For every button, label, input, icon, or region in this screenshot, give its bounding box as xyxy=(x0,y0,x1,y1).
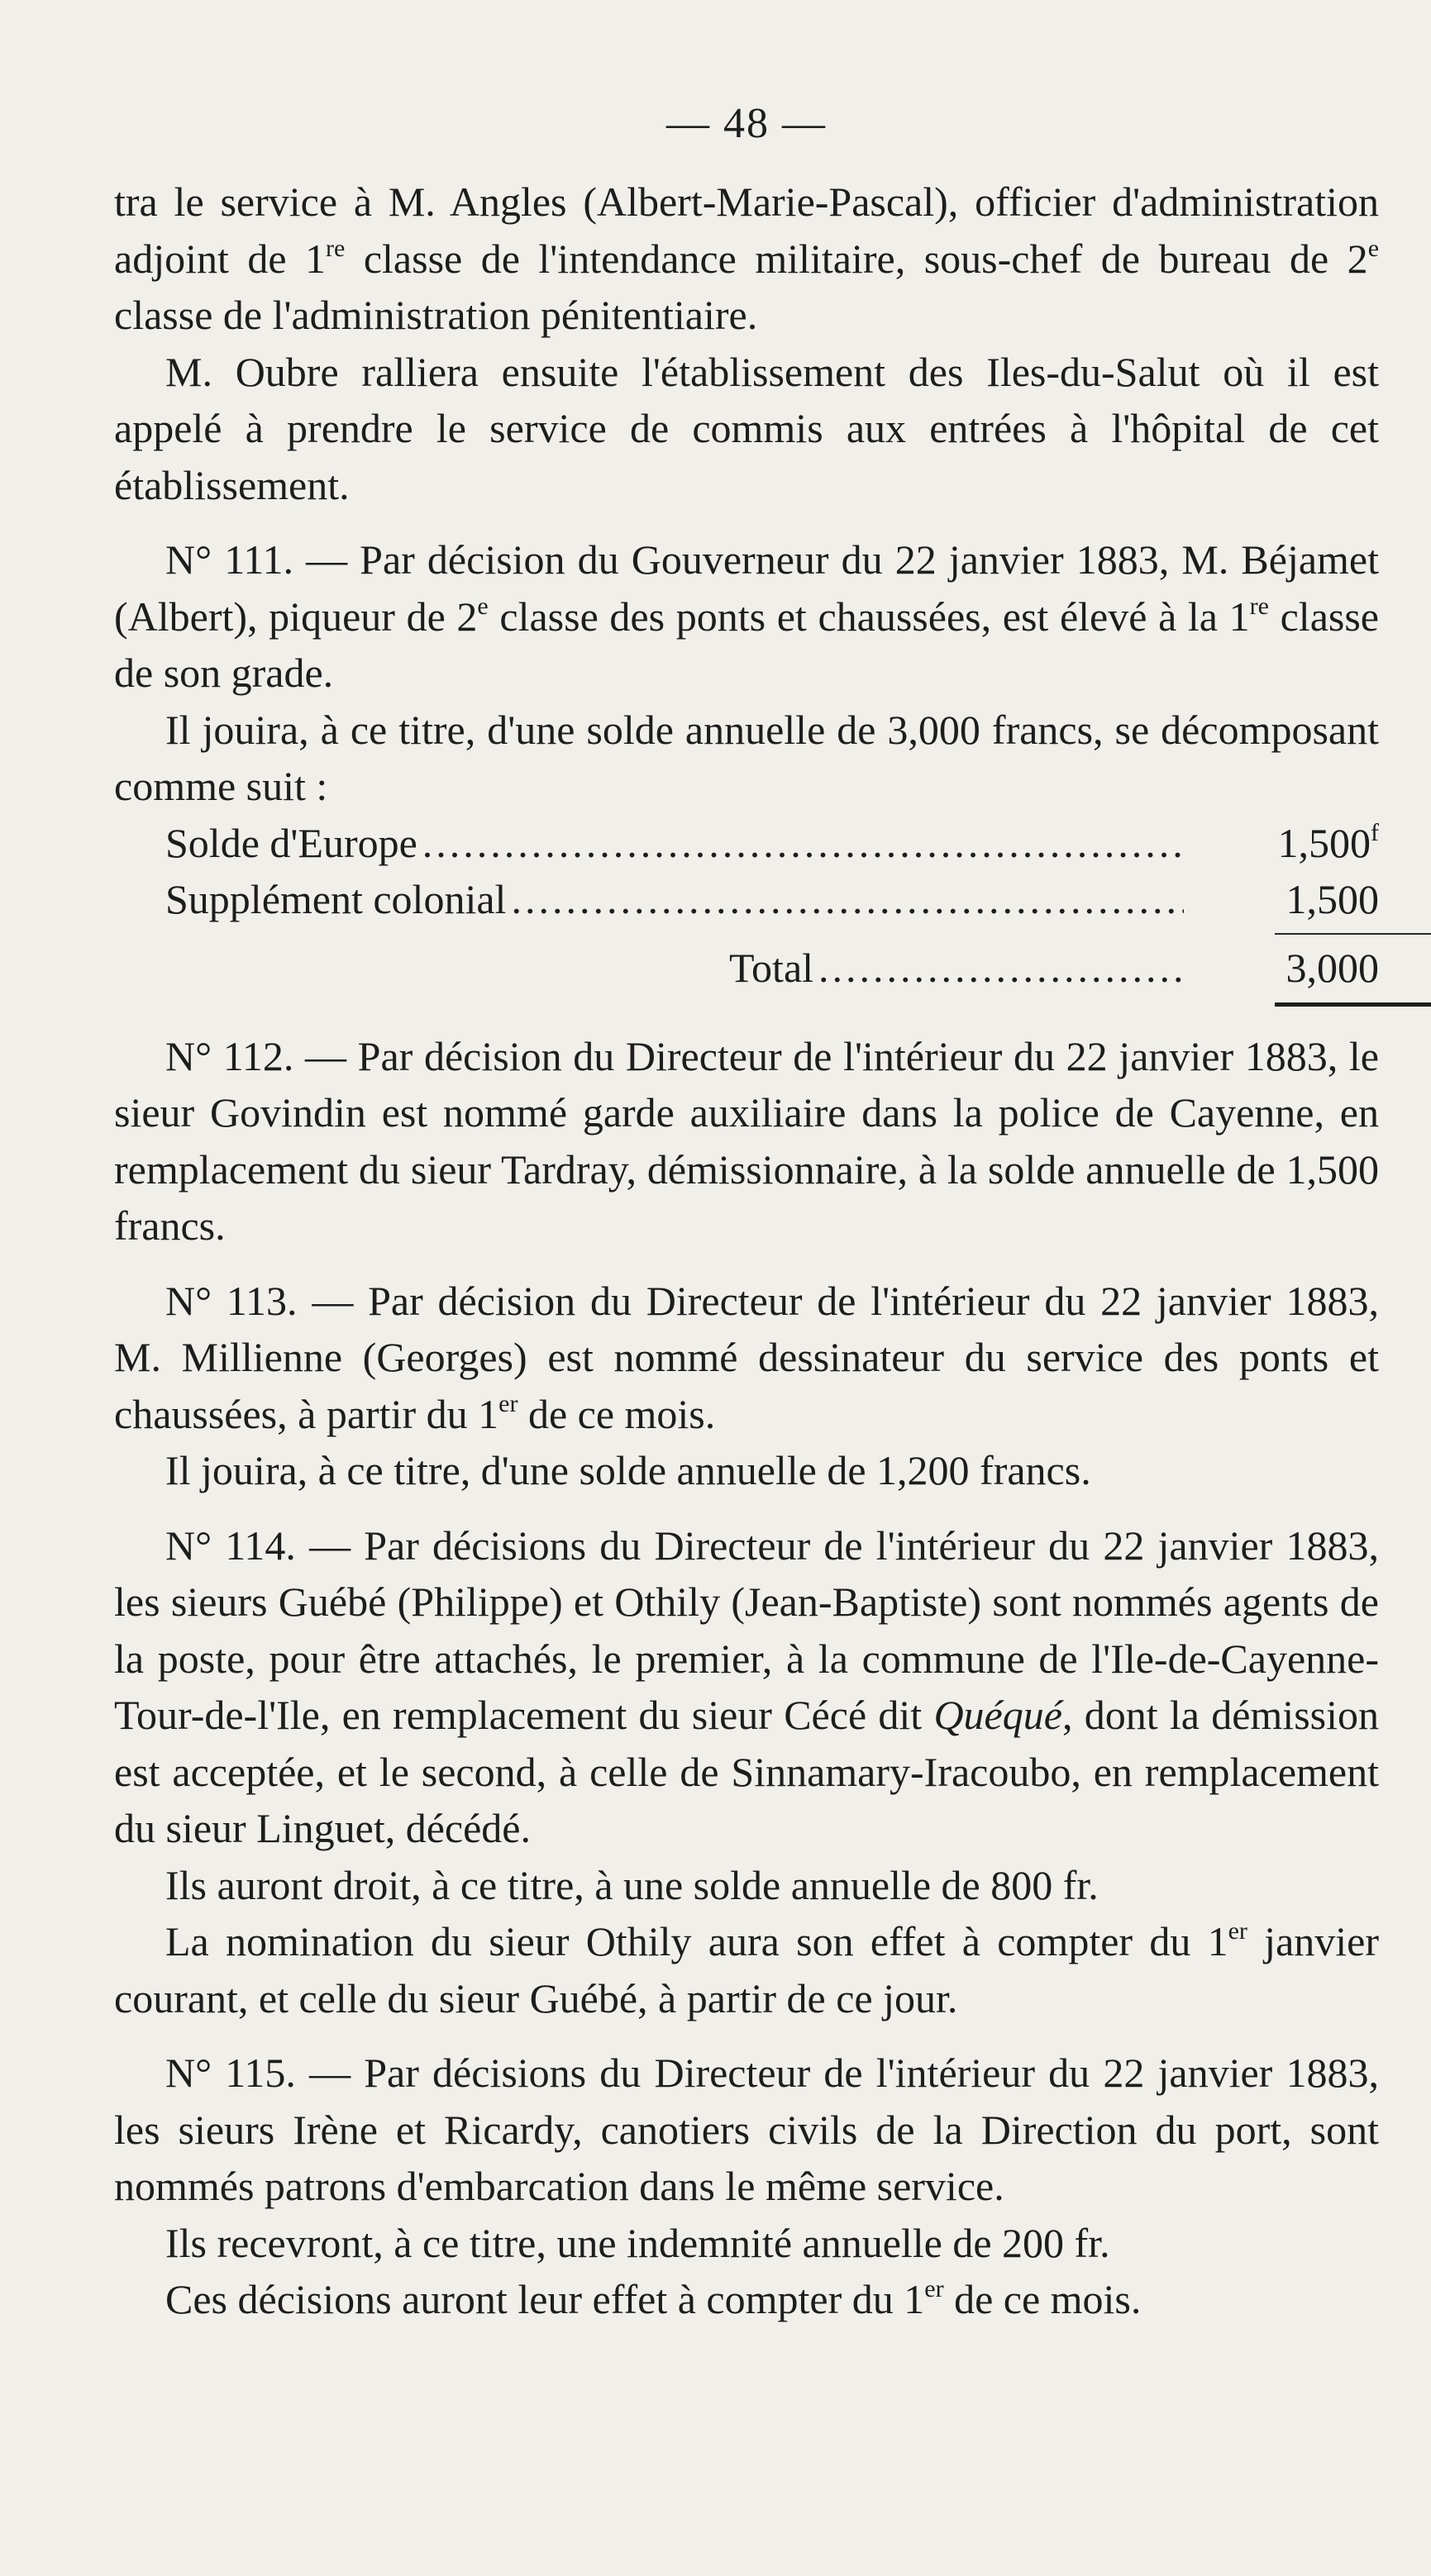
decision-114-salary: Ils auront droit, à ce titre, à une solde annuelle de 800 fr. xyxy=(165,1861,1099,1908)
leader-dots xyxy=(511,871,1184,928)
ledger-label: Supplément colonial xyxy=(165,876,507,922)
ledger-label: Solde d'Europe xyxy=(165,819,417,866)
ledger-value: 1,500$^f$ xyxy=(1277,818,1379,866)
total-double-rule xyxy=(1275,1002,1431,1007)
decision-111: N° 111. — Par décision du Gouverneur du 22 janvier 1883, M. Béjamet (Albert), piqueur de 2e classe des ponts et chaussées, est élevé à la 1re classe de son grade. xyxy=(114,536,1380,696)
decision-115-indemnity: Ils recevront, à ce titre, une indemnité annuelle de 200 fr. xyxy=(165,2219,1110,2266)
ledger-row-europe xyxy=(114,815,1379,872)
intro-paragraph: tra le service à M. Angles (Albert-Marie-Pascal), officier d'administration adjoint de 1re classe de l'intendance militaire, sous-chef de bureau de 2e classe de l'administration pénitentiaire. xyxy=(114,179,1380,338)
document-page xyxy=(114,98,1379,2328)
decision-115-effect: Ces décisions auront leur effet à compter du 1er de ce mois. xyxy=(165,2275,1142,2322)
ledger-row-colonial xyxy=(114,871,1379,928)
decision-114-effect: La nomination du sieur Othily aura son effet à compter du 1er janvier courant, et celle du sieur Guébé, à partir de ce jour. xyxy=(114,1917,1379,2021)
decision-113: N° 113. — Par décision du Directeur de l'intérieur du 22 janvier 1883, M. Millienne (Georges) est nommé dessinateur du service des ponts et chaussées, à partir du 1er de ce mois. xyxy=(114,1277,1379,1437)
decision-111-salary: Il jouira, à ce titre, d'une solde annuelle de 3,000 francs, se décomposant comme suit : xyxy=(114,706,1379,809)
decision-115: N° 115. — Par décisions du Directeur de l'intérieur du 22 janvier 1883, les sieurs Irène et Ricardy, canotiers civils de la Direction du port, sont nommés patrons d'embarcation dans le même service. xyxy=(114,2050,1379,2209)
decision-112: N° 112. — Par décision du Directeur de l'intérieur du 22 janvier 1883, le sieur Govindin est nommé garde auxiliaire dans la police de Cayenne, en remplacement du sieur Tardray, démissionnaire, à la solde annuelle de 1,500 francs. xyxy=(114,1032,1379,1249)
intro-paragraph-2: M. Oubre ralliera ensuite l'établissement des Iles-du-Salut où il est appelé à prendre le service de commis aux entrées à l'hôpital de cet établissement. xyxy=(114,348,1379,508)
body-text xyxy=(114,174,1379,2328)
total-label: Total xyxy=(729,944,814,991)
leader-dots xyxy=(422,815,1184,872)
ledger-total-row xyxy=(114,935,1379,1001)
ledger-value: 1,500 xyxy=(1286,876,1379,922)
total-value: 3,000 xyxy=(1286,944,1379,991)
page-number: — 48 — xyxy=(666,100,827,147)
decision-113-salary: Il jouira, à ce titre, d'une solde annuelle de 1,200 francs. xyxy=(165,1447,1091,1493)
leader-dots xyxy=(818,935,1184,1001)
decision-114: N° 114. — Par décisions du Directeur de l'intérieur du 22 janvier 1883, les sieurs Guébé (Philippe) et Othily (Jean-Baptiste) sont nommés agents de la poste, pour être attachés, le premier, à la commune de l'Ile-de-Cayenne-Tour-de-l'Ile, en remplacement du sieur Cécé dit Quéqué, dont la démission est acceptée, et le second, à celle de Sinnamary-Iracoubo, en remplacement du sieur Linguet, décédé. xyxy=(114,1521,1379,1851)
